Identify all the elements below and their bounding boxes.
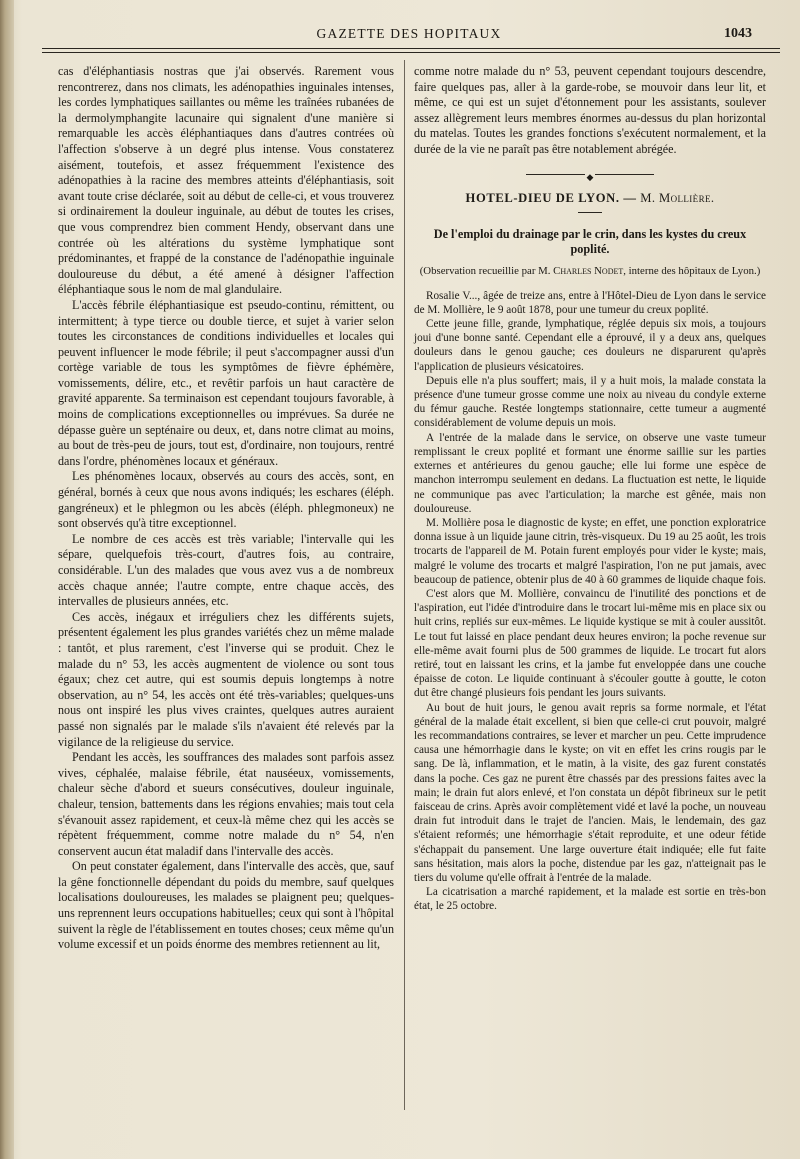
observation-prefix: (Observation recueillie par M. — [419, 265, 551, 278]
observation-suffix: , interne des hôpitaux de Lyon.) — [623, 265, 761, 278]
right-column — [414, 64, 766, 914]
page-header — [40, 26, 778, 46]
article-paragraph: C'est alors que M. Mollière, convaincu de l'inutilité des ponctions et de l'aspiration, eut l'idée d'introduire dans le trocart lui-même mis en place six ou huit crins, repliés sur eux-mêmes. Le liquide kystique se mit à couler aussitôt. Le tout fut laissé en place pendant deux heures environ; la poche revenue sur elle-même avait fourni plus de 500 grammes de liquide. Le trocart fut alors retiré, tout en laissant les crins, et la jambe fut enveloppée dans une couche épaisse de coton. Le liquide continuant à s'écouler goutte à goutte, le coton dut être changé plusieurs fois pendant les jours suivants. — [414, 587, 766, 700]
left-paragraph: L'accès fébrile éléphantiasique est pseudo-continu, rémittent, ou intermittent; à type tierce ou double tierce, et sujet à varier selon toutes les circonstances de conditions individuelles et locales qui peuvent influencer le mode fébrile; il peut s'accompagner aussi d'un cortège variable de tous les symptômes de fièvre éphémère, vomissements, délire, etc., et revêtir parfois un haut caractère de gravité apparente. Sa terminaison est cependant toujours favorable, à moins de complications exceptionnelles ou imprévues. Sa durée ne dépasse guère un septénaire ou deux, et, dans notre climat au moins, au bout de très-peu de jours, tout est, d'ordinaire, non toujours, rentré dans l'ordre, phénomènes locaux et généraux. — [58, 297, 394, 468]
article-paragraph: M. Mollière posa le diagnostic de kyste; en effet, une ponction exploratrice donna issue à un liquide jaune citrin, très-visqueux. Du 19 au 25 août, les trois trocarts de l'appareil de M. Potain furent employés pour vider le kyste; mais, malgré le volume des trocarts et malgré l'aspiration, l'on ne put jamais, avec beaucoup de patience, obtenir plus de 40 à 60 grammes de liquide chaque fois. — [414, 516, 766, 586]
observation-credit — [414, 265, 766, 279]
hospital-name: HOTEL-DIEU DE LYON. — — [465, 190, 637, 205]
page-binding-edge — [0, 0, 14, 1159]
article-paragraph: Rosalie V..., âgée de treize ans, entre à l'Hôtel-Dieu de Lyon dans le service de M. Mollière, le 9 août 1878, pour une tumeur du creux poplité. — [414, 289, 766, 316]
article-paragraph: Cette jeune fille, grande, lymphatique, réglée depuis six mois, a toujours joui d'une bonne santé. Cependant elle a éprouvé, il y a deux ans, quelques douleurs dans le genou gauche; ces douleurs ne disparurent qu'après l'application de plusieurs vésicatoires. — [414, 318, 766, 373]
page-number: 1043 — [724, 26, 752, 41]
article-paragraph: A l'entrée de la malade dans le service, on observe une vaste tumeur remplissant le creux poplité et formant une énorme saillie sur les parties externes et antérieures du genou gauche; elle lui forme une espèce de manchon interrompu seulement en dedans. La fluctuation est nette, le liquide ne communique pas avec l'articulation; la marche est gênée, mais non douloureuse. — [414, 431, 766, 515]
article-paragraph: Au bout de huit jours, le genou avait repris sa forme normale, et l'état général de la malade était excellent, si bien que celle-ci crut pouvoir, malgré les recommandations contraires, se lever et marcher un peu. Cette imprudence causa une hémorrhagie dans le kyste; on vit en effet les crins rougis par le sang. De là, inflammation, et le matin, à la visite, des gaz furent constatés dans la poche. Ces gaz ne purent être chassés par des pressions faites avec la main; le drain fut alors enlevé, et l'on constata un dépôt fibrineux sur le petit faisceau de crins. Après avoir complètement vidé et lavé la poche, un nouveau drain fut introduit dans le trajet de l'ancien. Mais, le lendemain, des gaz s'étaient reformés; une hémorrhagie s'était reproduite, et une odeur fétide s'échappait du pansement. Une large ouverture était indiquée; elle fut faite sans hésitation, mais alors la poche, distendue par les gaz, n'atteignait pas le tiers du volume qu'elle offrait à l'entrée de la malade. — [414, 701, 766, 884]
observation-author: Charles Nodet — [553, 265, 624, 278]
continued-paragraph: comme notre malade du n° 53, peuvent cependant toujours descendre, faire quelques pas, aller à la garde-robe, se mouvoir dans leur lit, et même, ce qui est un sujet d'étonnement pour les assistants, soulever assez allègrement leurs membres énormes au-dessus du plan horizontal du matelas. Toutes les grandes fonctions s'exécutent normalement, et la durée de la vie ne paraît pas être notablement abrégée. — [414, 64, 766, 156]
left-paragraph: On peut constater également, dans l'intervalle des accès, que, sauf la gêne fonctionnelle dépendant du poids du membre, sauf quelques localisations douloureuses, les malades se plaignent peu; quelques-uns reprennent leurs occupations habituelles; ceux qui sont à l'hôpital suivent la règle de l'établissement en toutes choses; ceux même qu'un volume excessif et un poids énorme des membres retiennent au lit, — [58, 859, 394, 952]
left-paragraph: Les phénomènes locaux, observés au cours des accès, sont, en général, bornés à ceux que nous avons indiqués; les eschares (éléph. gangréneux) et le phlegmon ou les abcès (éléph. phlegmoneux) ne sont observés qu'à titre exceptionnel. — [58, 469, 394, 531]
left-paragraph: Ces accès, inégaux et irréguliers chez les différents sujets, présentent également les plus grandes variétés chez un même malade : tantôt, et plus rarement, c'est l'inverse qui se produit. Chez le malade du n° 53, les accès augmentent de violence ou sont tous égaux; chez cet autre, qui est soumis depuis longtemps à notre observation, au n° 54, les accès ont été très-variables; quelques-uns nous ont inspiré les plus vives craintes, quelques autres auraient passé non signalés par le malade s'ils n'avaient été relevés par la vigilance de la religieuse du service. — [58, 609, 394, 749]
column-divider — [404, 60, 405, 1110]
journal-title: GAZETTE DES HOPITAUX — [316, 26, 502, 41]
article-title: De l'emploi du drainage par le crin, dans les kystes du creux poplité. — [433, 227, 747, 257]
short-rule — [578, 212, 602, 213]
section-author: M. Mollière. — [640, 190, 715, 205]
section-separator — [414, 169, 766, 182]
header-rule-thin — [42, 52, 780, 53]
left-column — [58, 64, 394, 953]
left-paragraph: cas d'éléphantiasis nostras que j'ai observés. Rarement vous rencontrerez, dans nos climats, les adénopathies inguinales intenses, les cordes lymphatiques saillantes ou même les traînées rubanées de la dermolymphangite lacunaire qui signalent d'une manière si remarquable les accès éléphantiaques dans d'autres contrées où l'affection s'observe à un degré plus intense. Vous constaterez aisément, toutefois, et assez fréquemment l'existence des adénopathies à la racine des membres atteints d'éléphantiasis, soit avant toute crise déclarée, soit au début de celle-ci, et vous trouverez si ordinairement la douleur inguinale, au début de toutes les crises, que vous comprendrez bien comment Hendy, observant dans une contrée où les altérations du système lymphatique sont prédominantes, et frappé de la constance de l'adénopathie inguinale douloureuse du début, a été amené à désigner l'affection éléphantiaque sous le nom de mal glandulaire. — [58, 64, 394, 297]
left-paragraph: Pendant les accès, les souffrances des malades sont parfois assez vives, céphalée, malaise fébrile, état nauséeux, vomissements, chaleur sèche d'abord et sueurs consécutives, douleur inguinale, chaleur, tension, battements dans les régions envahies; mais tout cela s'évanouit assez rapidement, et ceux-là même chez qui les accès se répètent fréquemment, comme notre malade du n° 54, n'en conservent aucun état maladif dans l'intervalle des accès. — [58, 750, 394, 858]
article-paragraph: La cicatrisation a marché rapidement, et la malade est sortie en très-bon état, le 25 octobre. — [414, 886, 766, 913]
article-paragraph: Depuis elle n'a plus souffert; mais, il y a huit mois, la malade constata la présence d'une tumeur grosse comme une noix au niveau du condyle externe du fémur gauche. Restée longtemps stationnaire, cette tumeur a augmenté considérablement de volume depuis un mois. — [414, 374, 766, 430]
diamond-ornament-icon: ◆ — [586, 171, 594, 182]
section-heading — [414, 191, 766, 207]
header-rule-thick — [42, 48, 780, 49]
left-paragraph: Le nombre de ces accès est très variable; l'intervalle qui les sépare, quelquefois très-court, d'autres fois, au contraire, considérable. L'un des malades que vous avez vus a de nombreux accès chaque année; l'autre compte, entre chaque accès, des intervalles de plusieurs années, etc. — [58, 531, 394, 609]
